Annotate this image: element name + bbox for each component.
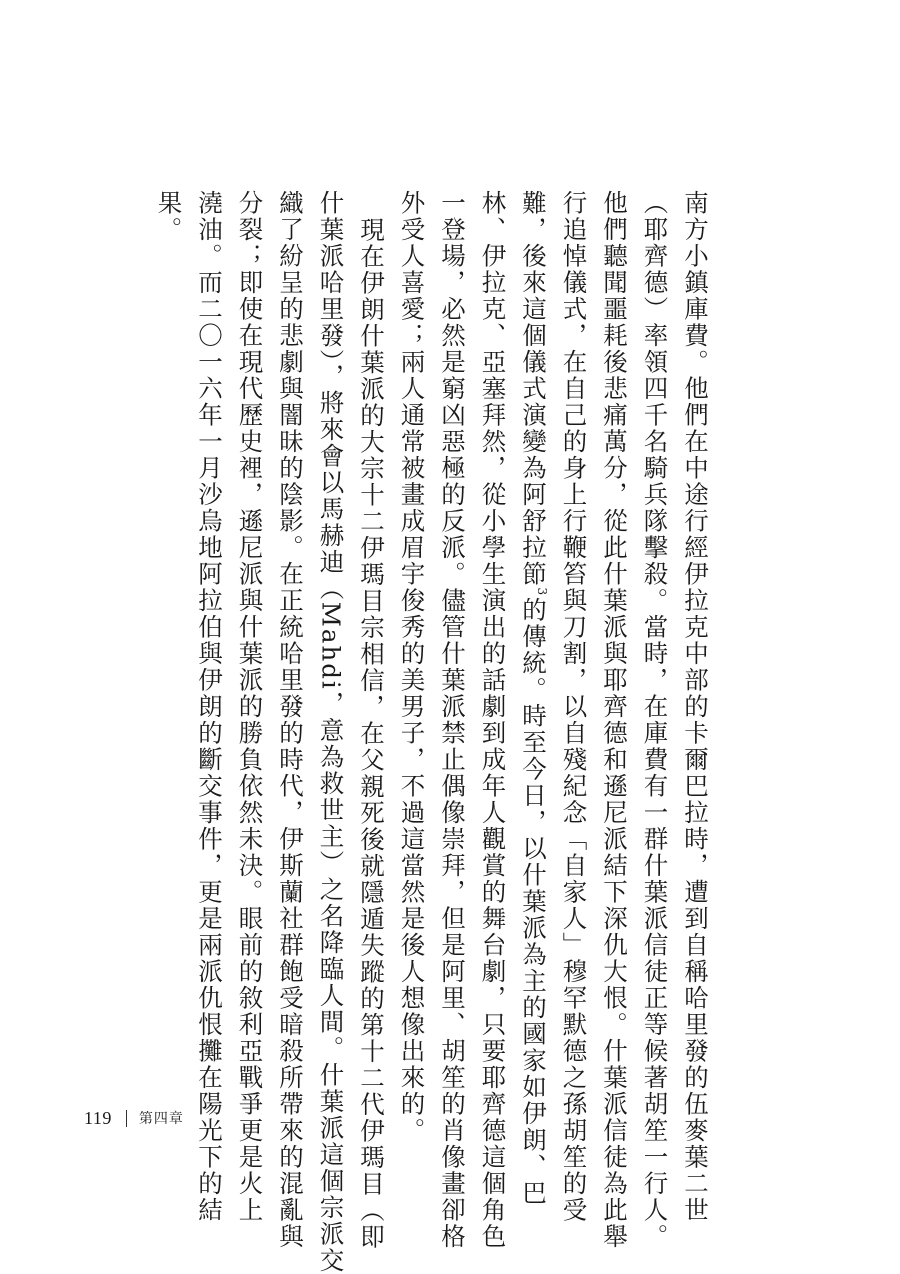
footnote-marker[interactable]: 3 — [535, 587, 550, 598]
text-column: 現在伊朗什葉派的大宗十二伊瑪目宗相信，在父親死後就隱遁失蹤的第十二代伊瑪目（即 — [357, 217, 386, 1251]
text-column: 他們聽聞噩耗後悲痛萬分，從此什葉派與耶齊德和遜尼派結下深仇大恨。什葉派信徒為此舉 — [600, 190, 629, 1250]
text-column — [513, 190, 554, 1207]
text-column: （耶齊德）率領四千名騎兵隊擊殺。當時，在庫費有一群什葉派信徒正等候著胡笙一行人。 — [640, 190, 670, 1250]
text-column: 果。 — [154, 190, 184, 243]
page-number: 119 — [84, 1107, 112, 1128]
text-column: 外受人喜愛；兩人通常被畫成眉宇俊秀的美男子，不過這當然是後人想像出來的。 — [397, 190, 427, 1144]
text-column: 一登場，必然是窮凶惡極的反派。儘管什葉派禁止偶像崇拜，但是阿里、胡笙的肖像畫卻格 — [438, 190, 467, 1250]
text-column: 南方小鎮庫費。他們在中途行經伊拉克中部的卡爾巴拉時，遭到自稱哈里發的伍麥葉二世 — [681, 190, 710, 1224]
text-column: 行追悼儀式，在自己的身上行鞭笞與刀割，以自殘紀念「自家人」穆罕默德之孫胡笙的受 — [559, 190, 589, 1224]
text-segment: 難，後來這個儀式演變為阿舒拉節 — [519, 190, 548, 588]
chapter-label: 第四章 — [138, 1111, 184, 1127]
page-footer — [84, 1106, 184, 1130]
text-column: 什葉派哈里發），將來會以馬赫迪（Mahdi，意為救世主）之名降臨人間。什葉派這個宗派交 — [316, 190, 346, 1274]
footer-divider — [126, 1110, 127, 1127]
text-column: 織了紛呈的悲劇與闇昧的陰影。在正統哈里發的時代，伊斯蘭社群飽受暗殺所帶來的混亂與 — [276, 190, 305, 1250]
text-column: 澆油。而二〇一六年一月沙烏地阿拉伯與伊朗的斷交事件，更是兩派仇恨攤在陽光下的結 — [195, 190, 224, 1224]
text-column: 分裂；即使在現代歷史裡，遜尼派與什葉派的勝負依然未決。眼前的敘利亞戰爭更是火上 — [235, 190, 265, 1224]
text-segment: 的傳統。時至今日，以什葉派為主的國家如伊朗、巴 — [519, 597, 548, 1207]
text-column: 林、伊拉克、亞塞拜然，從小學生演出的話劇到成年人觀賞的舞台劇，只要耶齊德這個角色 — [478, 190, 508, 1250]
